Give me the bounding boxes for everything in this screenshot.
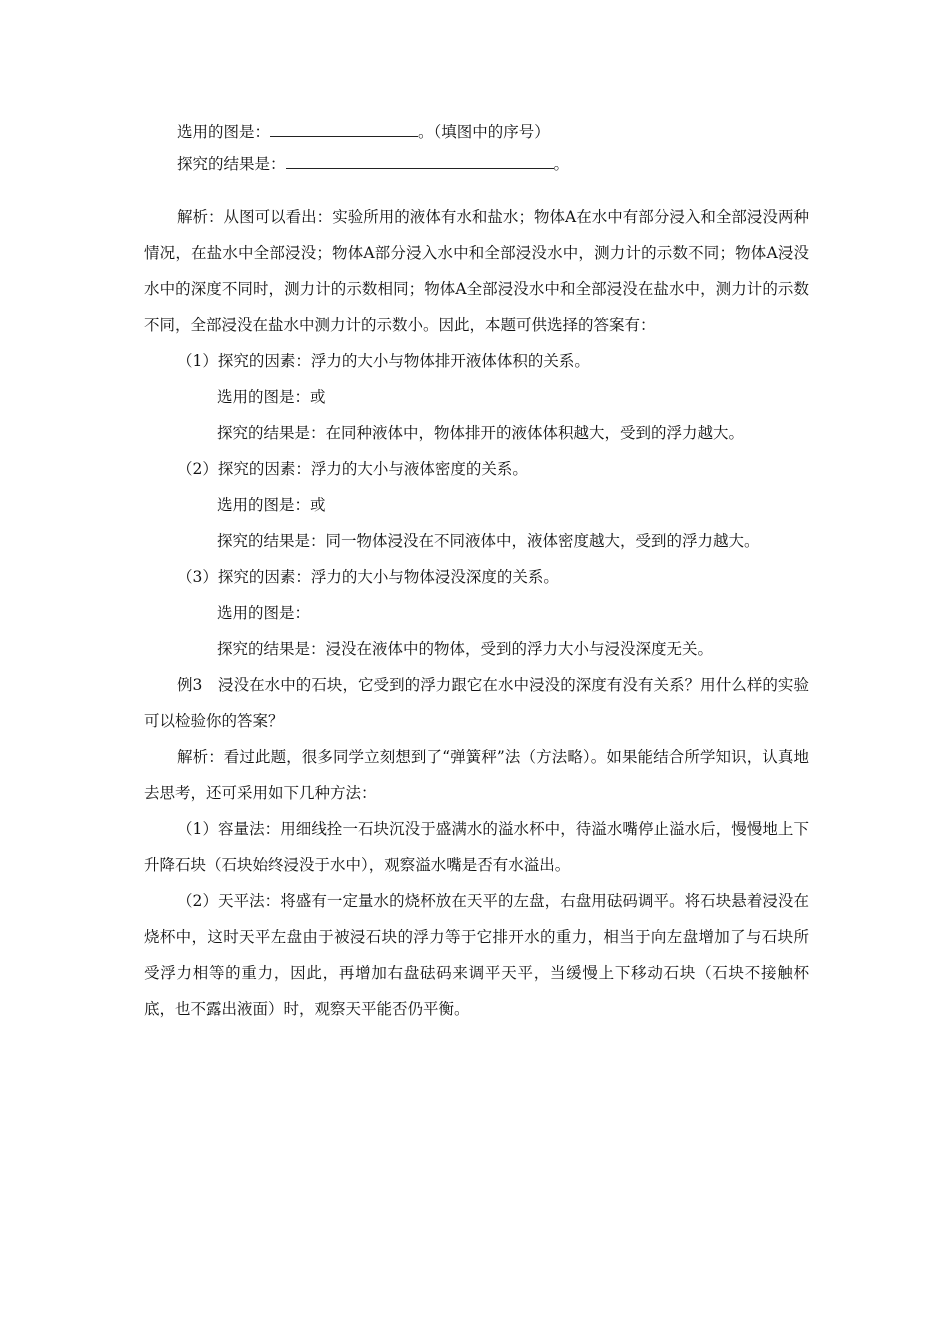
- result-answer-blank: [286, 154, 554, 169]
- item-3-factor: （3）探究的因素：浮力的大小与物体浸没深度的关系。: [177, 568, 559, 586]
- item-3-figures: 选用的图是：: [217, 604, 311, 622]
- item-1-result: 探究的结果是：在同种液体中，物体排开的液体体积越大，受到的浮力越大。: [217, 424, 745, 442]
- item-3-result: 探究的结果是：浸没在液体中的物体，受到的浮力大小与浸没深度无关。: [217, 640, 714, 658]
- figure-question-line: [144, 115, 809, 149]
- example-3-question: 例3 浸没在水中的石块，它受到的浮力跟它在水中浸没的深度有没有关系？用什么样的实验可以检验你的答案？: [144, 676, 809, 730]
- item-2-result: 探究的结果是：同一物体浸没在不同液体中，液体密度越大，受到的浮力越大。: [217, 532, 760, 550]
- example-3-analysis: 解析：看过此题，很多同学立刻想到了“弹簧秤”法（方法略）。如果能结合所学知识，认真地去思考，还可采用如下几种方法：: [144, 748, 809, 802]
- item-2-figures: 选用的图是：或: [217, 496, 326, 514]
- figure-question-label: 选用的图是：: [177, 123, 271, 141]
- item-1-figures: 选用的图是：或: [217, 388, 326, 406]
- figure-question-suffix: 。（填图中的序号）: [418, 123, 550, 141]
- figure-answer-blank: [270, 122, 418, 137]
- item-1-factor: （1）探究的因素：浮力的大小与物体排开液体体积的关系。: [177, 352, 590, 370]
- document-body: [144, 115, 809, 1027]
- method-1-paragraph: （1）容量法：用细线拴一石块沉没于盛满水的溢水杯中，待溢水嘴停止溢水后，慢慢地上下升降石块（石块始终浸没于水中），观察溢水嘴是否有水溢出。: [144, 820, 809, 874]
- result-question-line: [144, 147, 809, 181]
- item-2-factor: （2）探究的因素：浮力的大小与液体密度的关系。: [177, 460, 528, 478]
- result-question-suffix: 。: [553, 155, 570, 173]
- result-question-label: 探究的结果是：: [177, 155, 286, 173]
- method-2-paragraph: （2）天平法：将盛有一定量水的烧杯放在天平的左盘，右盘用砝码调平。将石块悬着浸没在烧杯中，这时天平左盘由于被浸石块的浮力等于它排开水的重力，相当于向左盘增加了与石块所受浮力相等的重力，因此，再增加右盘砝码来调平天平，当缓慢上下移动石块（石块不接触杯底，也不露出液面）时，观察天平能否仍平衡。: [144, 892, 809, 1018]
- analysis-paragraph: 解析：从图可以看出：实验所用的液体有水和盐水；物体A在水中有部分浸入和全部浸没两种情况，在盐水中全部浸没；物体A部分浸入水中和全部浸没水中，测力计的示数不同；物体A浸没水中的深度不同时，测力计的示数相同；物体A全部浸没水中和全部浸没在盐水中，测力计的示数不同，全部浸没在盐水中测力计的示数小。因此，本题可供选择的答案有：: [144, 208, 809, 334]
